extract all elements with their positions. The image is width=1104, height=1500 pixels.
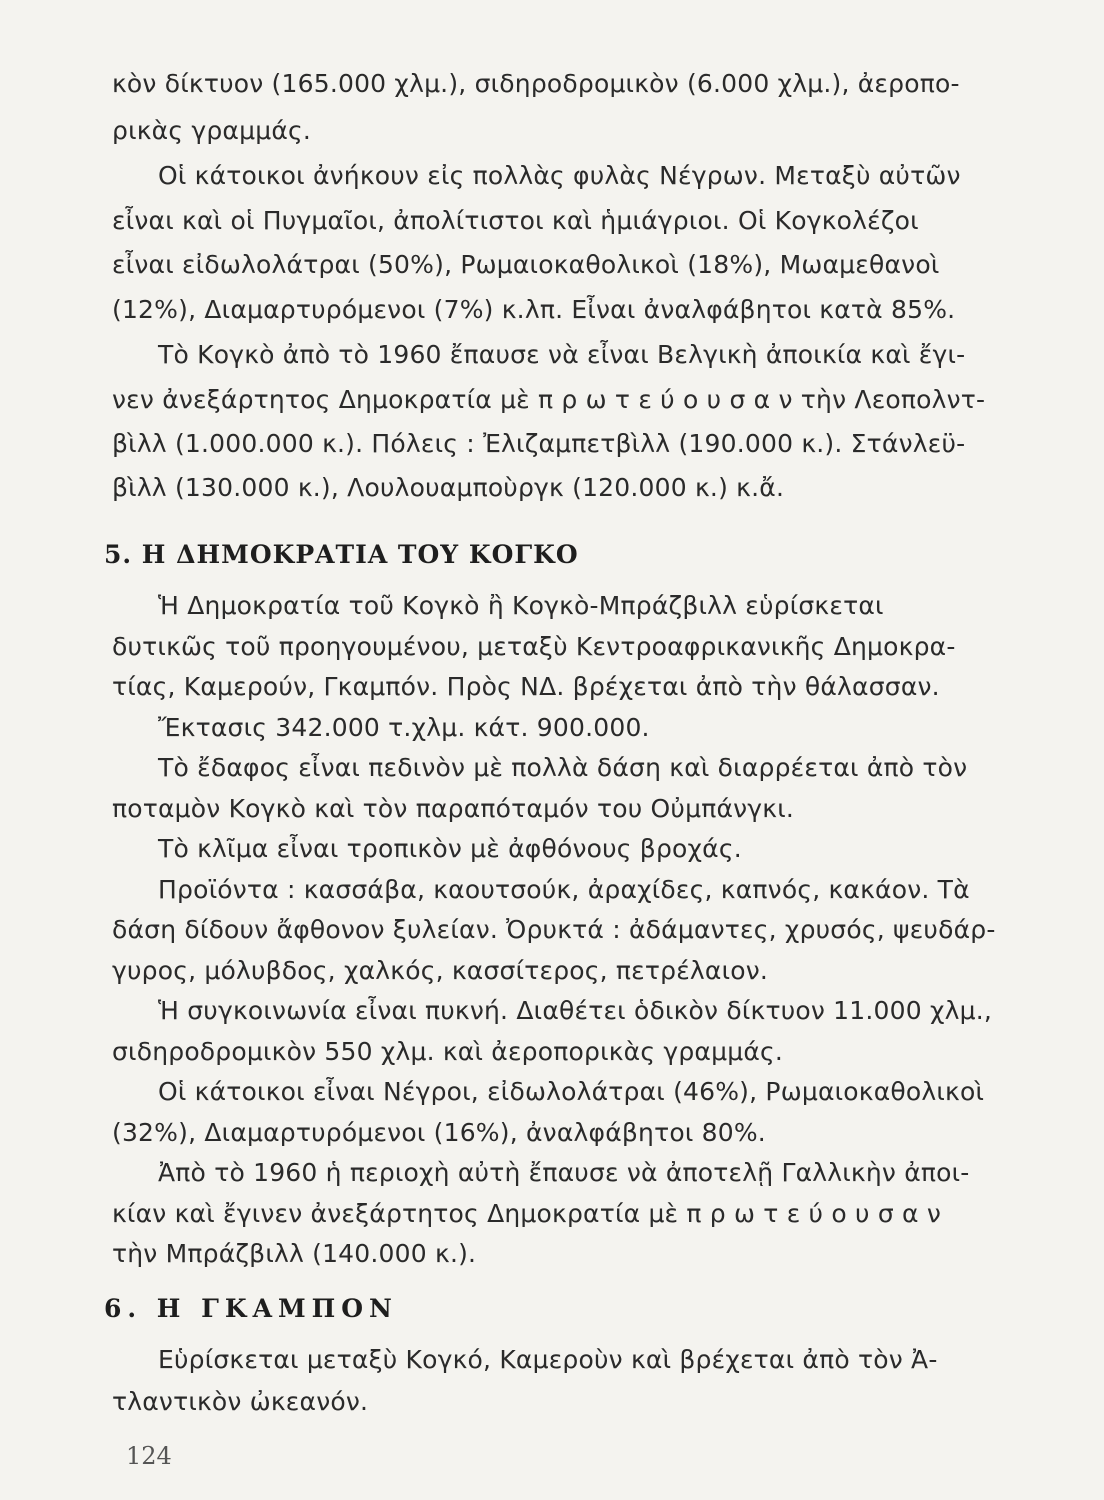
- text-line: (12%), Διαμαρτυρόμενοι (7%) κ.λπ. Εἶναι ἀναλφάβητοι κατὰ 85%.: [112, 295, 956, 324]
- text-line: Τὸ ἔδαφος εἶναι πεδινὸν μὲ πολλὰ δάση καὶ διαρρέεται ἀπὸ τὸν: [158, 753, 968, 782]
- text-line: εἶναι καὶ οἱ Πυγμαῖοι, ἀπολίτιστοι καὶ ἡμιάγριοι. Οἱ Κογκολέζοι: [112, 206, 919, 235]
- text-line: σιδηροδρομικὸν 550 χλμ. καὶ ἀεροπορικὰς γραμμάς.: [112, 1036, 784, 1066]
- text-line: βὶλλ (130.000 κ.), Λουλουαμποὺργκ (120.000 κ.) κ.ἄ.: [112, 473, 785, 502]
- text-line: κὸν δίκτυον (165.000 χλμ.), σιδηροδρομικὸν (6.000 χλμ.), ἀεροπο-: [112, 69, 960, 98]
- text-line: βὶλλ (1.000.000 κ.). Πόλεις : Ἐλιζαμπετβὶλλ (190.000 κ.). Στάνλεϋ-: [112, 429, 966, 458]
- text-line: ρικὰς γραμμάς.: [112, 116, 312, 145]
- text-line: Ἡ Δημοκρατία τοῦ Κογκὸ ἢ Κογκὸ-Μπράζβιλλ εὑρίσκεται: [158, 591, 884, 620]
- text-line: Εὑρίσκεται μεταξὺ Κογκό, Καμεροὺν καὶ βρέχεται ἀπὸ τὸν Ἀ-: [158, 1345, 938, 1374]
- text-line: γυρος, μόλυβδος, χαλκός, κασσίτερος, πετρέλαιον.: [112, 955, 769, 985]
- text-line: Οἱ κάτοικοι εἶναι Νέγροι, εἰδωλολάτραι (46%), Ρωμαιοκαθολικοὶ: [158, 1077, 985, 1106]
- text-line: Οἱ κάτοικοι ἀνήκουν εἰς πολλὰς φυλὰς Νέγρων. Μεταξὺ αὐτῶν: [158, 161, 961, 190]
- text-line: νεν ἀνεξάρτητος Δημοκρατία μὲ π ρ ω τ ε ύ ο υ σ α ν τὴν Λεοπολντ-: [112, 385, 986, 414]
- text-line: εἶναι εἰδωλολάτραι (50%), Ρωμαιοκαθολικοὶ (18%), Μωαμεθανοὶ: [112, 250, 940, 279]
- text-line: Τὸ κλῖμα εἶναι τροπικὸν μὲ ἀφθόνους βροχάς.: [158, 834, 742, 863]
- text-line: δάση δίδουν ἄφθονον ξυλείαν. Ὀρυκτά : ἀδάμαντες, χρυσός, ψευδάρ-: [112, 915, 996, 944]
- text-line: τὴν Μπράζβιλλ (140.000 κ.).: [112, 1239, 477, 1268]
- text-line: Προϊόντα : κασσάβα, καουτσούκ, ἀραχίδες, καπνός, κακάον. Τὰ: [158, 874, 970, 904]
- text-line: τίας, Καμερούν, Γκαμπόν. Πρὸς ΝΔ. βρέχεται ἀπὸ τὴν θάλασσαν.: [112, 672, 940, 701]
- text-line: Ἡ συγκοινωνία εἶναι πυκνή. Διαθέτει ὁδικὸν δίκτυον 11.000 χλμ.,: [158, 996, 993, 1025]
- text-line: Ἀπὸ τὸ 1960 ἡ περιοχὴ αὐτὴ ἔπαυσε νὰ ἀποτελῇ Γαλλικὴν ἀποι-: [158, 1158, 970, 1187]
- text-line: κίαν καὶ ἔγινεν ἀνεξάρτητος Δημοκρατία μὲ π ρ ω τ ε ύ ο υ σ α ν: [112, 1198, 942, 1228]
- text-line: ποταμὸν Κογκὸ καὶ τὸν παραπόταμόν του Οὐμπάνγκι.: [112, 793, 795, 823]
- section-heading-5: 5. Η ΔΗΜΟΚΡΑΤΙΑ ΤΟΥ ΚΟΓΚΟ: [104, 540, 579, 569]
- text-line: Τὸ Κογκὸ ἀπὸ τὸ 1960 ἔπαυσε νὰ εἶναι Βελγικὴ ἀποικία καὶ ἔγι-: [158, 340, 966, 369]
- text-line: τλαντικὸν ὠκεανόν.: [112, 1387, 369, 1416]
- text-line: (32%), Διαμαρτυρόμενοι (16%), ἀναλφάβητοι 80%.: [112, 1117, 766, 1147]
- text-line: δυτικῶς τοῦ προηγουμένου, μεταξὺ Κεντροαφρικανικῆς Δημοκρα-: [112, 631, 956, 661]
- page-number: 124: [126, 1442, 172, 1470]
- text-line: Ἔκτασις 342.000 τ.χλμ. κάτ. 900.000.: [158, 712, 650, 742]
- section-heading-6: 6. Η ΓΚΑΜΠΟΝ: [104, 1294, 398, 1323]
